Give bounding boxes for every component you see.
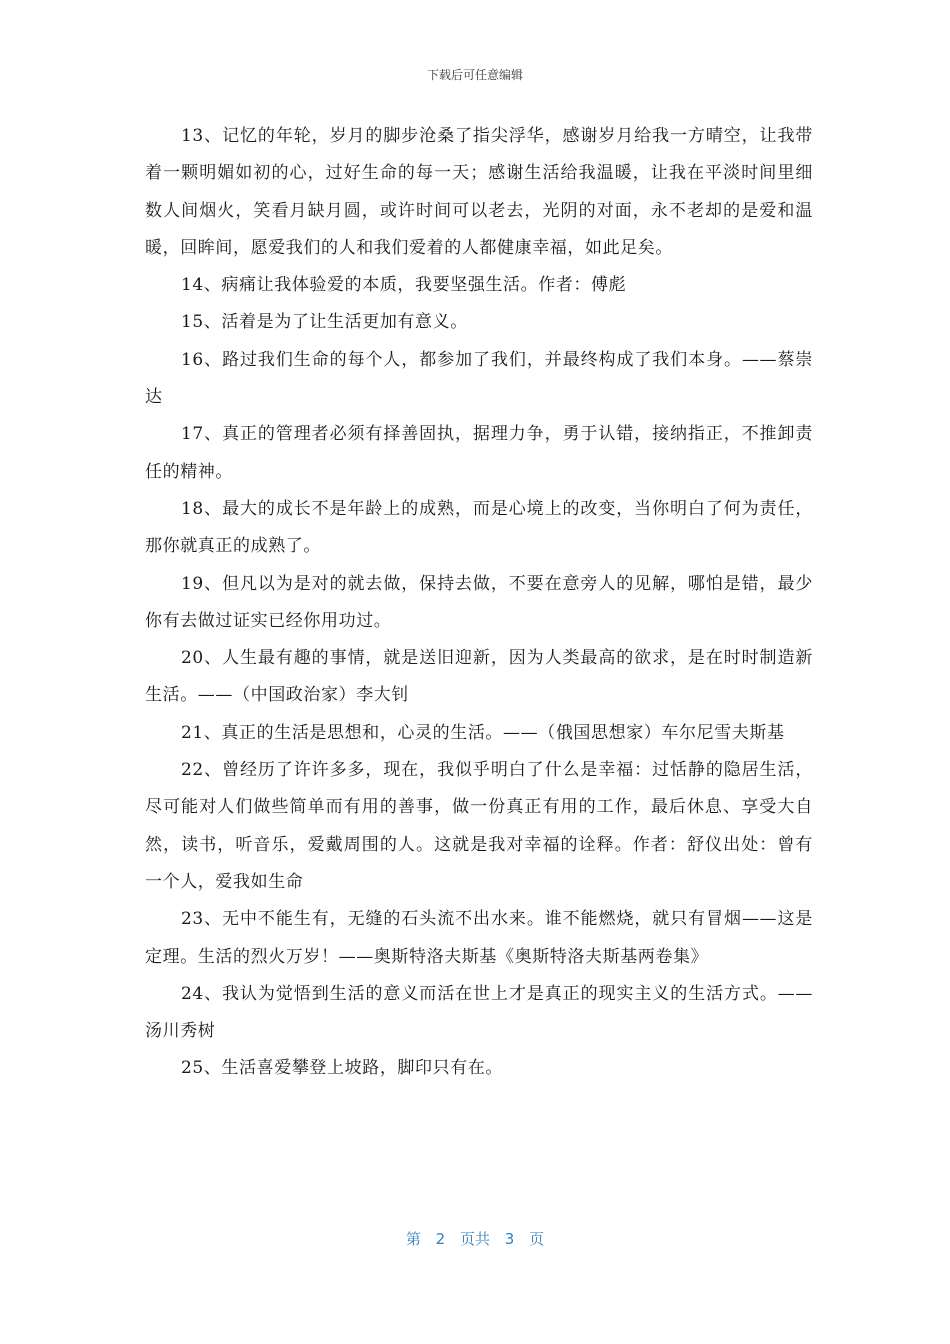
paragraph-14: 14、病痛让我体验爱的本质，我要坚强生活。作者：傅彪 bbox=[181, 275, 627, 296]
paragraph-19: 19、但凡以为是对的就去做，保持去做，不要在意旁人的见解，哪怕是错，最少你有去做过证实已经你用功过。 bbox=[145, 573, 813, 631]
paragraph-18: 18、最大的成长不是年龄上的成熟，而是心境上的改变，当你明白了何为责任，那你就真正的成熟了。 bbox=[145, 498, 813, 557]
paragraph-24: 24、我认为觉悟到生活的意义而活在世上才是真正的现实主义的生活方式。——汤川秀树 bbox=[145, 983, 813, 1042]
paragraph-25: 25、生活喜爱攀登上坡路，脚印只有在。 bbox=[181, 1058, 504, 1079]
document-body bbox=[145, 118, 813, 1088]
paragraph-20: 20、人生最有趣的事情，就是送旧迎新，因为人类最高的欲求，是在时时制造新生活。——（中国政治家）李大钊 bbox=[145, 648, 813, 706]
page-footer bbox=[0, 1228, 950, 1249]
paragraph-16: 16、路过我们生命的每个人，都参加了我们，并最终构成了我们本身。——蔡崇达 bbox=[145, 349, 813, 408]
paragraph-13: 13、记忆的年轮，岁月的脚步沧桑了指尖浮华，感谢岁月给我一方晴空，让我带着一颗明媚如初的心，过好生命的每一天；感谢生活给我温暖，让我在平淡时间里细数人间烟火，笑看月缺月圆，或许时间可以老去，光阴的对面，永不老却的是爱和温暖，回眸间，愿爱我们的人和我们爱着的人都健康幸福，如此足矣。 bbox=[145, 126, 813, 258]
paragraph-23: 23、无中不能生有，无缝的石头流不出水来。谁不能燃烧，就只有冒烟——这是定理。生活的烈火万岁！——奥斯特洛夫斯基《奥斯特洛夫斯基两卷集》 bbox=[145, 909, 813, 967]
paragraph-17: 17、真正的管理者必须有择善固执，据理力争，勇于认错，接纳指正，不推卸责任的精神。 bbox=[145, 424, 813, 482]
paragraph-21: 21、真正的生活是思想和，心灵的生活。——（俄国思想家）车尔尼雪夫斯基 bbox=[181, 722, 785, 743]
paragraph-22: 22、曾经历了许许多多，现在，我似乎明白了什么是幸福：过恬静的隐居生活，尽可能对人们做些简单而有用的善事，做一份真正有用的工作，最后休息、享受大自然，读书，听音乐，爱戴周围的人。这就是我对幸福的诠释。作者：舒仪出处：曾有一个人，爱我如生命 bbox=[145, 760, 813, 892]
paragraph-15: 15、活着是为了让生活更加有意义。 bbox=[181, 312, 468, 333]
page-header: 下载后可任意编辑 bbox=[426, 68, 523, 82]
page-number-label: 第 2 页共 3 页 bbox=[405, 1230, 545, 1248]
